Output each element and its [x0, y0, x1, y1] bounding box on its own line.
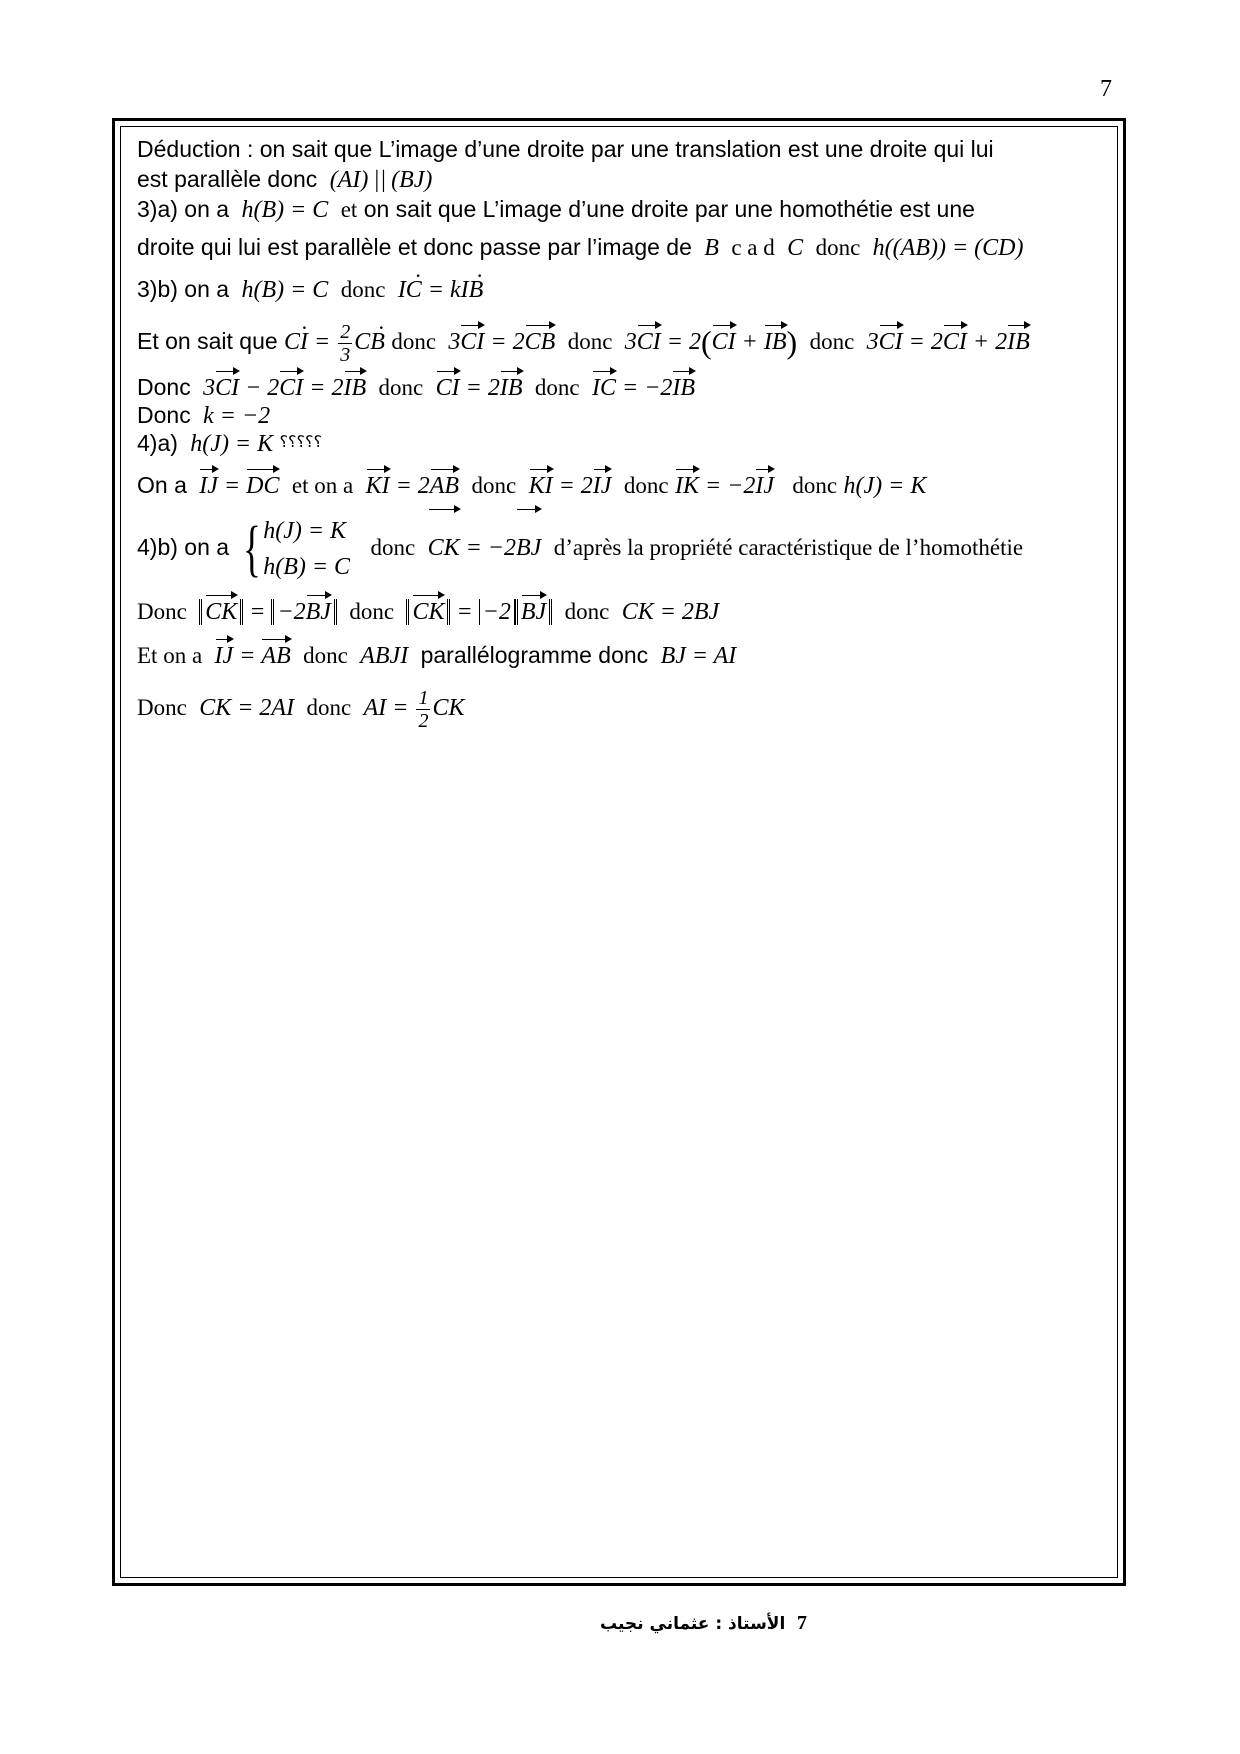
math-norm-eq-1: CK = −2BJ [193, 599, 343, 625]
math-b: B [698, 235, 725, 261]
line-ci-relation [137, 321, 1030, 366]
line-donc-ci [137, 373, 695, 402]
math-h-j-k-result: h(J) = K [843, 473, 927, 499]
math-ic-minus-2ib: IC = −2IB [592, 375, 696, 401]
text-donc: donc [809, 329, 855, 355]
system-brace: { [243, 514, 262, 583]
text-on-a: On a [137, 472, 187, 498]
text-propriete: d’après la propriété caractéristique de l’homothétie [553, 535, 1024, 560]
text-parallelogramme: parallélogramme donc [420, 642, 649, 668]
math-ck-2ai: CK = 2AI [193, 695, 301, 721]
text-3a: 3)a) on a [137, 196, 230, 222]
math-ck-minus-2bj: CK = −2BJ [422, 535, 548, 561]
math-c: C [781, 235, 810, 261]
text-et: et [340, 197, 358, 222]
text-image-b: droite qui lui est parallèle et donc passe par l’image de [137, 234, 692, 260]
page-number-top: 7 [1100, 76, 1112, 102]
math-ik-minus-2ij: IK = −2IJ [674, 473, 774, 499]
text-donc: donc [306, 695, 352, 720]
line-4a [137, 429, 322, 458]
math-ci-frac-cb: CI · = $\frac{2}{3}$ CB · [284, 329, 385, 355]
text-donc: donc [349, 599, 395, 624]
line-deduction [137, 135, 994, 163]
math-ij-ab: IJ = AB [214, 643, 291, 669]
text-et-on-a-cap: Et on a [137, 643, 203, 668]
math-3ci-expanded: 3CI = 2CI + 2IB [860, 329, 1030, 356]
math-ai-half-ck: AI = $\frac{1}{2}$ CK [357, 686, 465, 732]
math-ai-parallel-bj: (AI) || (BJ) [323, 167, 433, 193]
math-h-b-c: h(B) = C [235, 197, 335, 223]
text-donc: donc [792, 473, 838, 498]
text-donc-cap: Donc [137, 374, 191, 400]
text-donc-cap: Donc [137, 599, 187, 624]
math-norm-eq-2: CK = −2 BJ [400, 599, 558, 625]
math-h-b-c-2: h(B) = C [235, 277, 335, 303]
math-3ci-chasles: 3CI = 2(CI + IB) [618, 324, 798, 361]
text-4b: 4)b) on a [137, 534, 230, 560]
line-norms [137, 597, 719, 626]
text-3a-rest: on sait que L’image d’une droite par une homothétie est une [363, 196, 975, 222]
text-donc-cap: Donc [137, 695, 187, 720]
footer-author: الأستاذ : عثماني نجيب [600, 1614, 786, 1634]
text-donc: donc [391, 329, 437, 355]
math-ki-2ij: KI = 2IJ [528, 473, 612, 499]
math-system: h(J) = K h(B) = C [263, 517, 351, 580]
text-donc: donc [564, 599, 610, 624]
line-parallel [137, 165, 432, 194]
math-ci-2ib: CI = 2IB [435, 375, 523, 401]
math-h-ab-cd: h((AB)) = (CD) [866, 235, 1024, 261]
math-3ci-minus-2ci: 3CI − 2CI = 2IB [197, 375, 367, 401]
line-4b [137, 511, 1023, 585]
text-parallel: est parallèle donc [137, 166, 318, 192]
text-on-sait: Et on sait que [137, 328, 278, 355]
text-deduction: Déduction : on sait que L’image d’une droite par une translation est une droite qui lui [137, 136, 994, 162]
content-frame [112, 118, 1126, 1586]
math-3ci-2cb: 3CI = 2CB [442, 329, 556, 356]
math-ck-2bj: CK = 2BJ [615, 599, 720, 625]
math-h-j-k: h(J) = K [184, 431, 274, 457]
text-donc: donc [340, 277, 386, 302]
math-k-minus-2: k = −2 [197, 403, 271, 429]
line-image-b [137, 233, 1023, 262]
line-final [137, 683, 464, 732]
text-donc: donc [471, 473, 517, 498]
text-4a: 4)a) [137, 430, 178, 456]
text-cad: c a d [731, 235, 775, 260]
line-3b [137, 275, 483, 304]
line-3a [137, 195, 975, 224]
math-bj-ai: BJ = AI [654, 643, 737, 669]
text-donc: donc [378, 375, 424, 400]
text-3b: 3)b) on a [137, 276, 230, 302]
line-parallelogram [137, 641, 736, 670]
text-question-marks: ؟؟؟؟؟ [279, 434, 322, 451]
line-k [137, 401, 270, 430]
text-donc: donc [370, 535, 416, 560]
math-ki-2ab: KI = 2AB [365, 473, 460, 499]
math-ic-kib: IC · = kIB · [392, 277, 484, 303]
text-donc: donc [567, 329, 613, 355]
math-abji: ABJI [354, 643, 415, 669]
math-ij-dc: IJ = DC [199, 473, 280, 499]
text-donc: donc [623, 473, 669, 498]
text-donc: donc [303, 643, 348, 668]
text-donc-cap: Donc [137, 402, 191, 428]
line-on-a-ij [137, 471, 926, 500]
text-donc: donc [534, 375, 580, 400]
text-et-on-a: et on a [291, 473, 354, 498]
text-donc: donc [815, 235, 861, 260]
footer-page-number: 7 [797, 1612, 807, 1634]
